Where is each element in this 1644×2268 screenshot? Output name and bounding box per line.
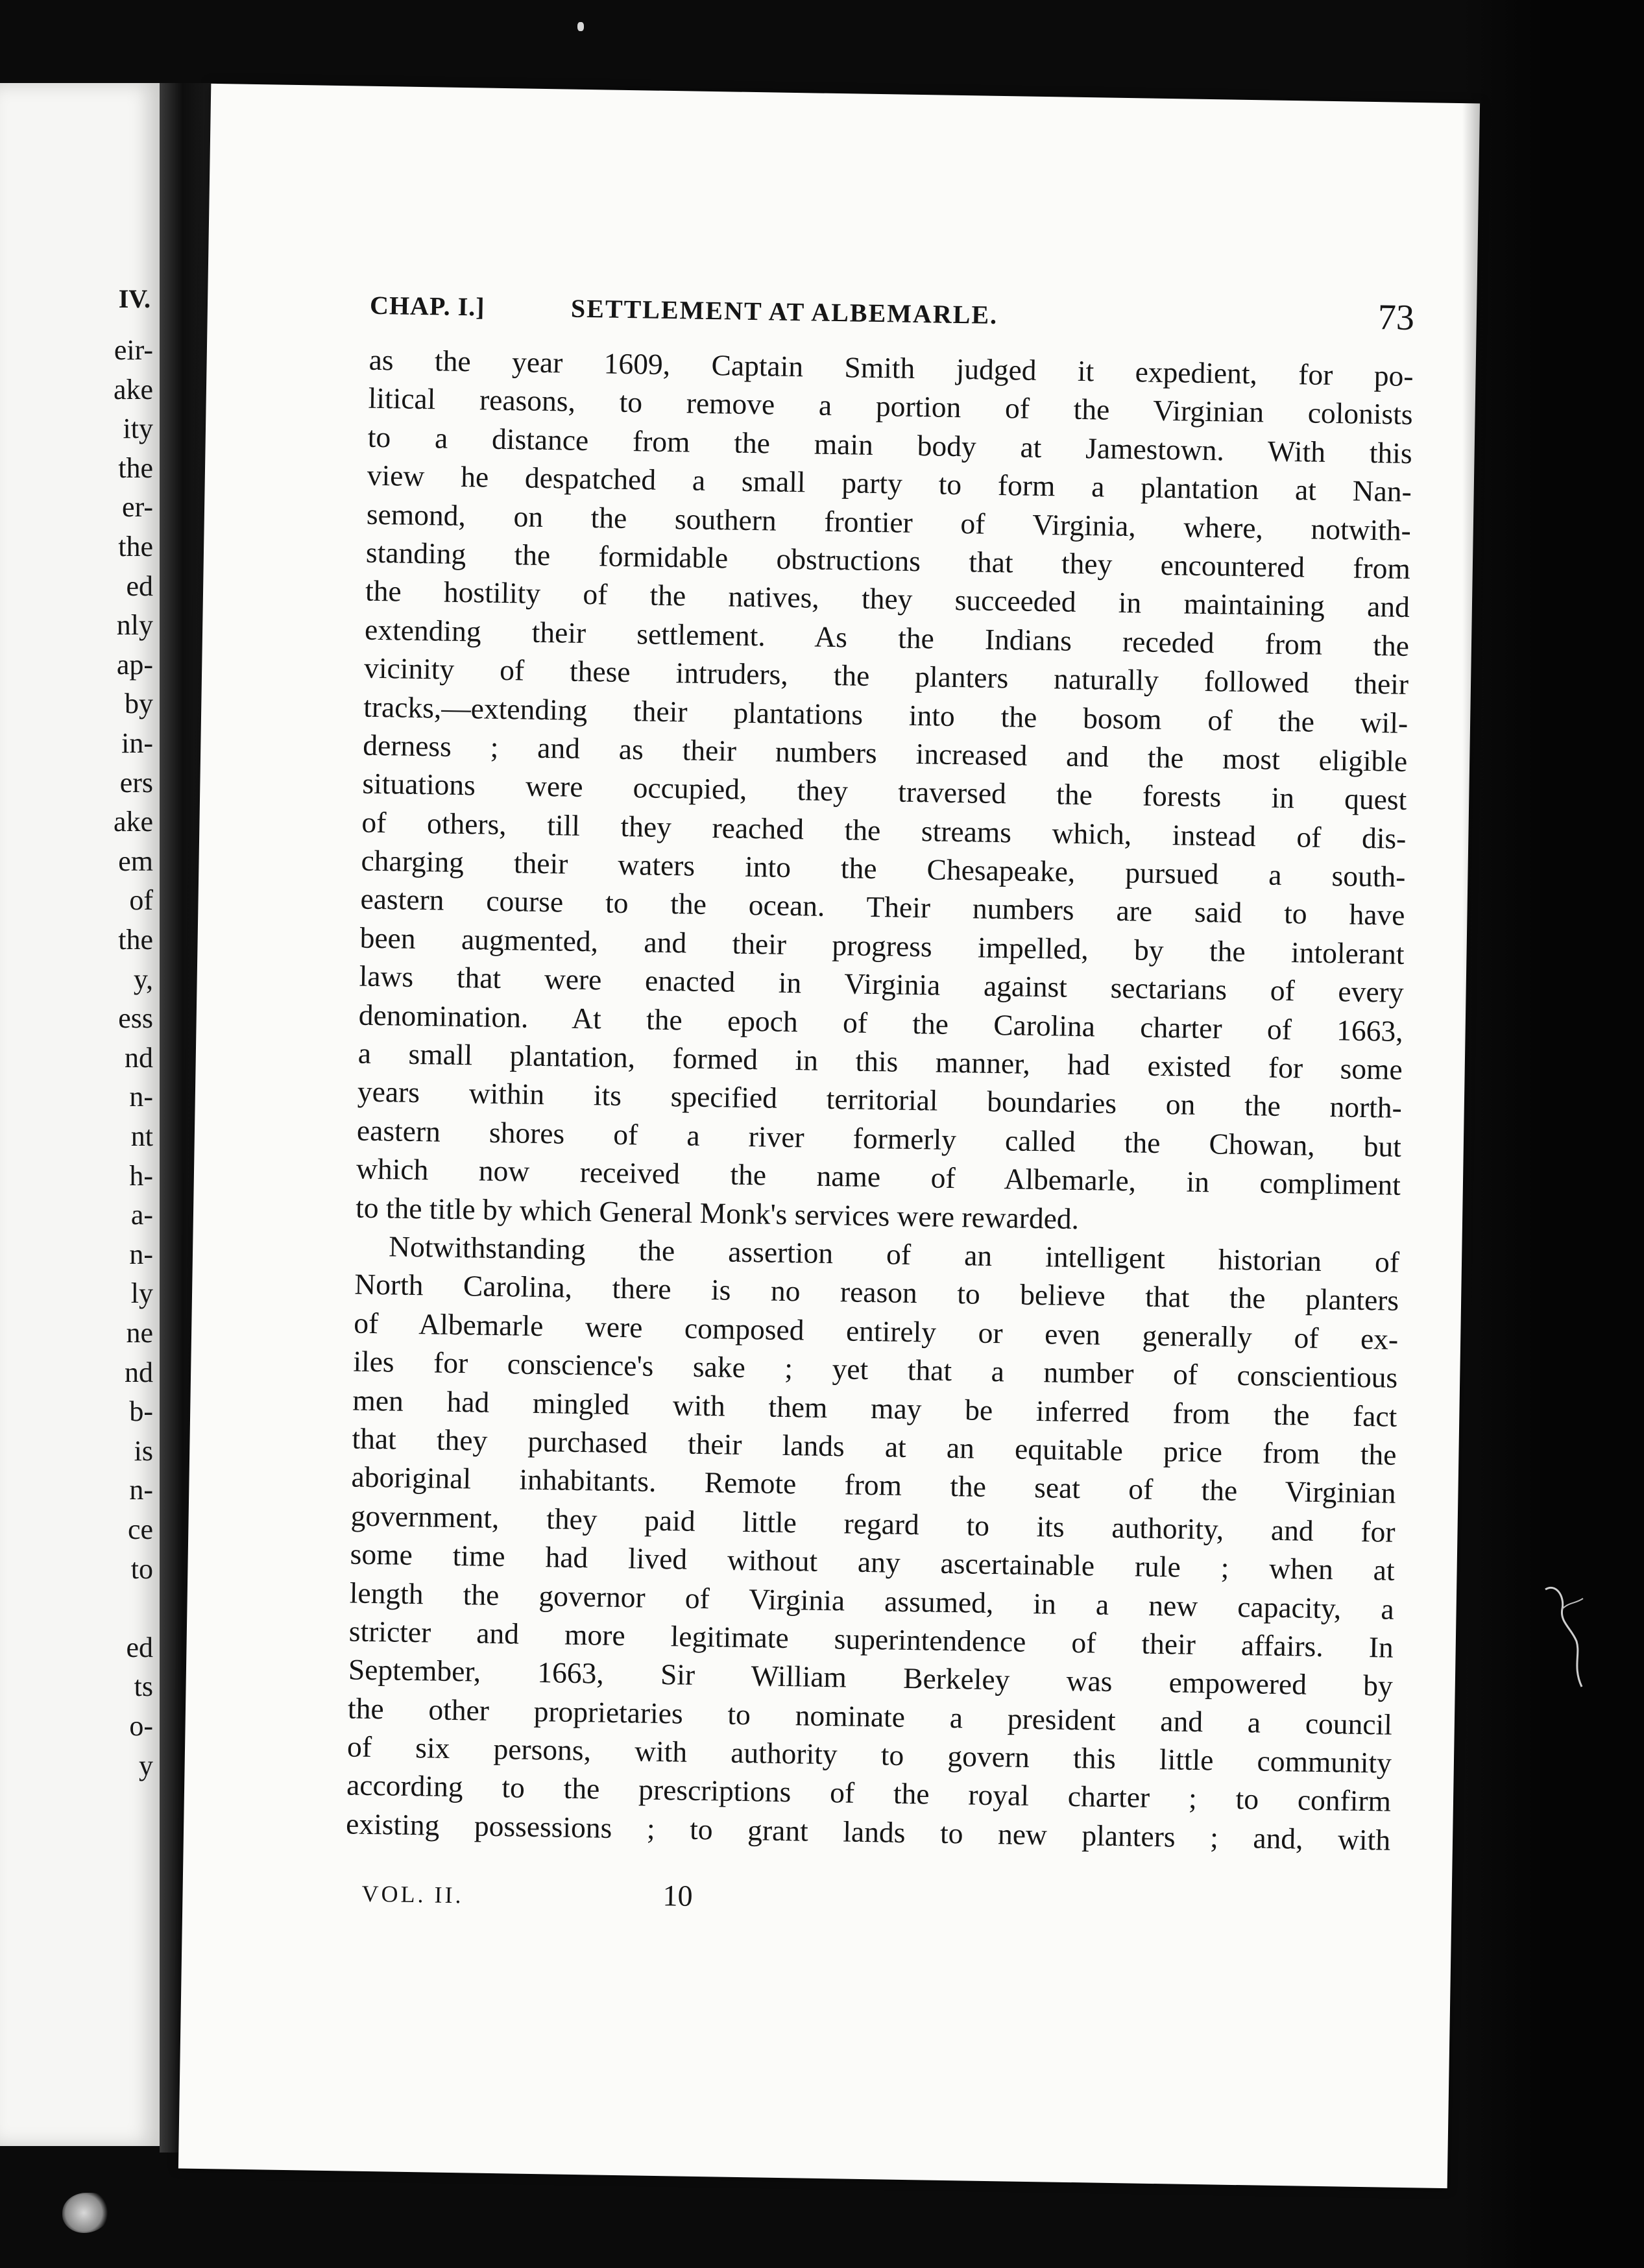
facing-page-fragment: ed: [126, 570, 153, 602]
scan-fiber-debris: [1543, 1563, 1588, 1693]
text-line: existing possessions ; to grant lands to new planters ; and, with: [345, 1807, 1391, 1857]
facing-page-fragment: is: [134, 1434, 153, 1467]
text-line: eastern course to the ocean. Their numbers are said to have: [360, 882, 1405, 932]
facing-page-fragment: nd: [125, 1356, 153, 1388]
text-line: as the year 1609, Captain Smith judged it expedient, for po-: [369, 343, 1414, 392]
text-line: of six persons, with authority to govern this little community: [346, 1730, 1392, 1779]
signature-mark: 10: [662, 1879, 693, 1912]
book-page: [178, 84, 1480, 2188]
facing-page-fragment: nd: [125, 1041, 153, 1074]
text-line: iles for conscience's sake ; yet that a number of conscientious: [353, 1344, 1398, 1394]
facing-page-fragment: ers: [119, 766, 153, 799]
page-number: 73: [1377, 297, 1415, 339]
text-line: men had mingled with them may be inferred from the fact: [352, 1383, 1397, 1433]
text-line: denomination. At the epoch of the Carolina charter of 1663,: [358, 998, 1404, 1048]
text-line: stricter and more legitimate superintendence of their affairs. In: [348, 1614, 1394, 1664]
facing-page-fragment: ap-: [116, 648, 153, 681]
text-line: which now received the name of Albemarle, in compliment: [356, 1152, 1401, 1202]
text-line: aboriginal inhabitants. Remote from the seat of the Virginian: [351, 1460, 1396, 1510]
text-line: to the title by which General Monk's services were rewarded.: [355, 1190, 1080, 1235]
text-line: semond, on the southern frontier of Virginia, where, notwith-: [366, 497, 1412, 547]
scan-right-shadow: [1462, 0, 1644, 2268]
facing-page-fragment: er-: [122, 491, 153, 524]
text-line: Notwithstanding the assertion of an intelligent historian of: [388, 1229, 1400, 1279]
facing-page-fragment: ts: [134, 1671, 153, 1703]
facing-page-fragment: of: [129, 884, 153, 917]
facing-page-fragment: the: [118, 531, 153, 562]
facing-page-fragment: to: [130, 1552, 153, 1585]
text-line: charging their waters into the Chesapeake, pursued a south-: [361, 843, 1406, 893]
text-line: a small plantation, formed in this manner, had existed for some: [357, 1036, 1403, 1086]
running-head: [369, 281, 1414, 349]
facing-page-fragment: ess: [118, 1002, 153, 1035]
text-line: September, 1663, Sir William Berkeley was empowered by: [348, 1652, 1394, 1703]
text-line: years within its specified territorial boundaries on the north-: [357, 1074, 1403, 1125]
page-footer: [361, 1874, 946, 1922]
running-title: SETTLEMENT AT ALBEMARLE.: [570, 293, 998, 330]
text-line: the hostility of the natives, they succeeded in maintaining and: [365, 574, 1410, 624]
text-line: length the governor of Virginia assumed, in a new capacity, a: [349, 1575, 1395, 1626]
text-line: eastern shores of a river formerly called the Chowan, but: [356, 1113, 1402, 1163]
body-text: [346, 341, 1414, 1859]
facing-page-fragment: h-: [129, 1159, 153, 1192]
text-line: the other proprietaries to nominate a president and a council: [347, 1691, 1393, 1741]
facing-page-fragment: y,: [133, 963, 153, 995]
facing-page-fragment: the: [118, 452, 153, 484]
text-line: that they purchased their lands at an equitable price from the: [352, 1421, 1397, 1471]
facing-page-fragment: o-: [129, 1710, 153, 1742]
facing-page-fragment: ity: [123, 413, 153, 445]
text-line: situations were occupied, they traversed the forests in quest: [362, 766, 1407, 817]
text-line: some time had lived without any ascertainable rule ; when at: [350, 1537, 1395, 1587]
facing-page-fragment: y: [139, 1749, 153, 1781]
text-line: tracks,—extending their plantations into the bosom of the wil-: [363, 690, 1408, 740]
text-line: vicinity of these intruders, the planters naturally followed their: [363, 651, 1409, 701]
facing-page-fragment: ake: [113, 806, 153, 838]
text-line: extending their settlement. As the Indians receded from the: [364, 612, 1410, 662]
scan-speck: [577, 22, 584, 31]
facing-page-fragment: n-: [129, 1081, 153, 1113]
facing-page-fragment: eir-: [114, 334, 153, 366]
text-line: laws that were enacted in Virginia against sectarians of every: [359, 959, 1404, 1009]
scan-dust-spot: [62, 2193, 110, 2233]
text-line: North Carolina, there is no reason to believe that the planters: [354, 1267, 1399, 1318]
facing-page-fragment: by: [125, 688, 153, 720]
text-line: government, they paid little regard to its authority, and for: [350, 1499, 1396, 1549]
facing-page-fragment: the: [118, 924, 153, 956]
text-line: been augmented, and their progress impelled, by the intolerant: [359, 921, 1405, 971]
text-line: of others, till they reached the streams which, instead of dis-: [361, 805, 1407, 855]
facing-page-fragment: ed: [126, 1631, 153, 1663]
text-line: of Albemarle were composed entirely or even generally of ex-: [353, 1306, 1399, 1356]
text-line: derness ; and as their numbers increased and the most eligible: [362, 728, 1408, 778]
facing-page-fragment: em: [118, 845, 153, 877]
text-line: standing the formidable obstructions that they encountered from: [365, 535, 1411, 585]
text-line: to a distance from the main body at Jamestown. With this: [367, 420, 1413, 470]
facing-page-header-fragment: IV.: [118, 284, 151, 313]
facing-page-fragment: ce: [127, 1514, 153, 1545]
facing-page-fragment: n-: [129, 1474, 153, 1506]
volume-label: VOL. II.: [361, 1880, 464, 1909]
facing-page-left: [0, 83, 160, 2146]
facing-page-fragment: ake: [113, 373, 153, 405]
text-line: view he despatched a small party to form a plantation at Nan-: [367, 458, 1412, 509]
facing-page-fragment: ne: [126, 1317, 153, 1349]
facing-page-fragment: ly: [130, 1277, 153, 1310]
text-line: litical reasons, to remove a portion of the Virginian colonists: [368, 381, 1413, 431]
facing-page-fragment: nt: [130, 1120, 153, 1152]
facing-page-fragment: b-: [129, 1395, 153, 1428]
facing-page-fragment: a-: [130, 1199, 153, 1231]
facing-page-fragment: nly: [116, 609, 153, 642]
text-line: according to the prescriptions of the royal charter ; to confirm: [346, 1768, 1392, 1818]
facing-page-fragment: n-: [129, 1238, 153, 1270]
facing-page-fragment: in-: [121, 727, 153, 759]
chapter-label: CHAP. I.]: [369, 290, 485, 322]
